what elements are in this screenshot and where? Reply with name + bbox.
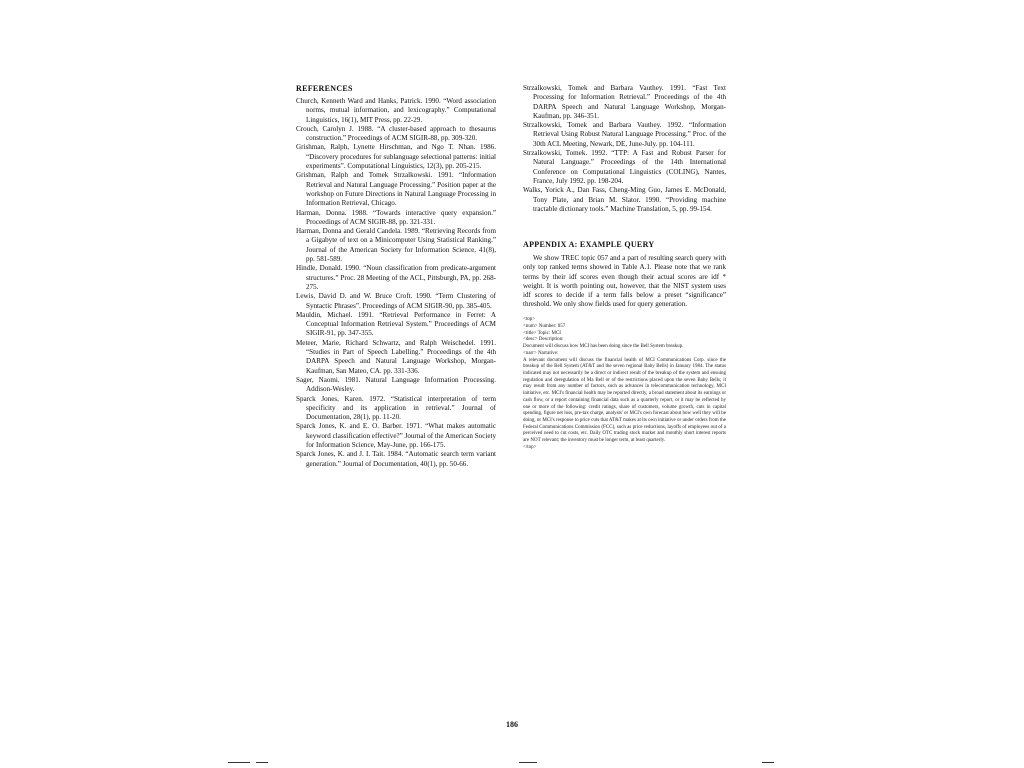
example-query-block	[523, 317, 726, 451]
reference-entry: Hindle, Donald. 1990. “Noun classification from predicate-argument structures.” Proc. 28 Meeting of the ACL, Pittsburgh, PA, pp. 268-275.	[296, 264, 496, 291]
appendix-heading: APPENDIX A: EXAMPLE QUERY	[523, 240, 655, 250]
appendix-paragraph: We show TREC topic 057 and a part of resulting search query with only top ranked terms showed in Table A.1. Please note that we rank terms by their idf scores even though their actual scores are idf * weight. It is worth pointing out, however, that the NIST system uses idf scores to decide if a term falls below a preset “significance” threshold. We only show fields used for query generation.	[523, 254, 726, 309]
reference-entry: Harman, Donna and Gerald Candela. 1989. “Retrieving Records from a Gigabyte of text on a Minicomputer Using Statistical Ranking.” Journal of the American Society for Information Science, 41(8), pp. 581-589.	[296, 227, 496, 264]
reference-entry: Meteer, Marie, Richard Schwartz, and Ralph Weischedel. 1991. “Studies in Part of Speech Labelling.” Proceedings of the 4th DARPA Speech and Natural Language Workshop, Morgan-Kaufman, San Mateo, CA. pp. 331-336.	[296, 338, 496, 375]
page-number: 186	[506, 720, 518, 729]
query-line: <desc> Description:	[523, 337, 564, 343]
reference-entry: Walks, Yorick A., Dan Fass, Cheng-Ming Guo, James E. McDonald, Tony Plate, and Brian M. Slator. 1990. “Providing machine tractable dictionary tools.” Machine Translation, 5, pp. 99-154.	[523, 186, 726, 213]
reference-entry: Mauldin, Michael. 1991. “Retrieval Performance in Ferret: A Conceptual Information Retrieval System.” Proceedings of ACM SIGIR-91, pp. 347-355.	[296, 310, 496, 338]
query-line: Document will discuss how MCI has been doing since the Bell System breakup.	[523, 344, 684, 350]
reference-entry: Strzalkowski, Tomek and Barbara Vauthey. 1991. “Fast Text Processing for Information Retrieval.” Proceedings of the 4th DARPA Speech and Natural Language Workshop, Morgan-Kaufman, pp. 346-351.	[523, 84, 726, 120]
reference-entry: Strzalkowski, Tomek and Barbara Vauthey. 1992. “Information Retrieval Using Robust Natural Language Processing.” Proc. of the 30th ACL Meeting, Newark, DE, June-July. pp. 104-111.	[523, 121, 726, 148]
reference-entry: Church, Kenneth Ward and Hanks, Patrick. 1990. “Word association norms, mutual information, and lexicography.” Computational Linguistics, 16(1), MIT Press, pp. 22-29.	[296, 97, 496, 124]
references-heading: REFERENCES	[296, 84, 353, 93]
reference-entry: Sparck Jones, K. and J. I. Tait. 1984. “Automatic search term variant generation.” Journal of Documentation, 40(1), pp. 50-66.	[296, 450, 496, 468]
query-line: </top>	[523, 444, 537, 450]
reference-entry: Strzalkowski, Tomek. 1992. “TTP: A Fast and Robust Parser for Natural Language.” Proceedings of the 14th International Conference on Computational Linguistics (COLING), Nantes, France, July 1992. pp. 198-204.	[523, 149, 726, 185]
query-line: <title> Topic: MCI	[523, 330, 561, 336]
reference-list-left	[296, 97, 496, 469]
reference-entry: Crouch, Carolyn J. 1988. “A cluster-based approach to thesaurus construction.” Proceedings of ACM SIGIR-88, pp. 309-320.	[296, 124, 496, 143]
reference-entry: Sager, Naomi. 1981. Natural Language Information Processing. Addison-Wesley.	[296, 375, 496, 394]
footer-rule	[519, 762, 537, 763]
references-left-column	[296, 84, 496, 469]
reference-entry: Sparck Jones, K. and E. O. Barber. 1971. “What makes automatic keyword classification effective?” Journal of the American Society for Information Science, May-June, pp. 166-175.	[296, 422, 496, 449]
reference-entry: Sparck Jones, Karen. 1972. “Statistical interpretation of term specificity and its application in retrieval.” Journal of Documentation, 28(1), pp. 11-20.	[296, 394, 496, 422]
reference-entry: Grishman, Ralph, Lynette Hirschman, and Ngo T. Nhan. 1986. “Discovery procedures for sublanguage selectional patterns: initial experiments”. Computational Linguistics, 12(3), pp. 205-215.	[296, 143, 496, 171]
references-right-column	[523, 84, 726, 451]
reference-entry: Lewis, David D. and W. Bruce Croft. 1990. “Term Clustering of Syntactic Phrases”. Proceedings of ACM SIGIR-90, pp. 385-405.	[296, 292, 496, 310]
query-line: <narr> Narrative:	[523, 350, 559, 356]
reference-entry: Harman, Donna. 1988. “Towards interactive query expansion.” Proceedings of ACM SIGIR-88, pp. 321-331.	[296, 208, 496, 226]
query-line: <num> Number: 057	[523, 324, 566, 330]
footer-rule	[762, 762, 774, 763]
footer-rule	[256, 762, 268, 763]
footer-rule	[228, 762, 250, 763]
reference-list-right	[523, 84, 726, 214]
query-line: A relevant document will discuss the financial health of MCI Communications Corp. since the breakup of the Bell System (AT&T and the seven regional Baby Bells) in January 1984. The status indicated may not necessarily be a direct or indirect result of the breakup of the system and ensuing regulation and deregulation of Ma Bell or of the restrictions placed upon the seven Baby Bells; it may result from any number of factors, such as advances in telecommunication technology, MCI initiative, etc. MCI's financial health may be reported directly, a broad statement about its earnings or cash flow, or a report containing financial data such as a quarterly report, or it may be reflected by one or more of the following: credit ratings, share of customers, volume growth, cuts in capital spending, figure net loss, pre-tax charge, analysts' or MCI's own forecast about how well they will be doing, or MCI's response to price cuts that AT&T makes at its own initiative or under orders from the Federal Communications Commission (FCC), such as price reductions, layoffs of employees out of a perceived need to cut costs, etc. Daily OTC trading stock market and monthly short interest reports are NOT relevant; the inventory must be longer term, at least quarterly.	[523, 357, 726, 444]
query-line: <top>	[523, 317, 536, 323]
reference-entry: Grishman, Ralph and Tomek Strzalkowski. 1991. “Information Retrieval and Natural Language Processing.” Position paper at the workshop on Future Directions in Natural Language Processing in Information Retrieval, Chicago.	[296, 171, 496, 208]
